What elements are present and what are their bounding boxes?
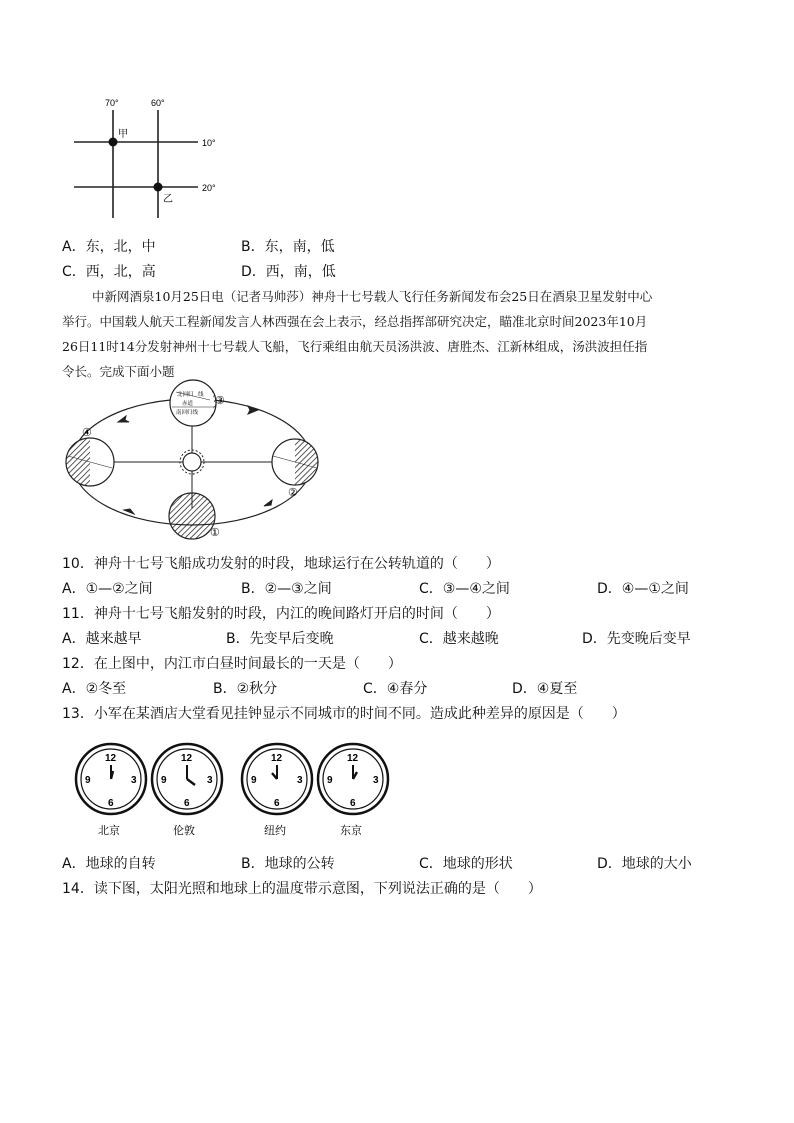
option-letter: D． (241, 264, 266, 280)
question-10-stem: 10．神舟十七号飞船成功发射的时段，地球运行在公转轨道的（ ） (62, 556, 500, 572)
sun-icon (180, 450, 204, 474)
option-letter: C． (62, 264, 86, 280)
q10-option-b[interactable]: B．②—③之间 (241, 581, 332, 597)
option-text: 东，北，中 (85, 239, 156, 255)
clock-numeral: 12 (105, 753, 117, 764)
point-label-jia: 甲 (118, 129, 128, 140)
clock-numeral: 9 (327, 775, 333, 786)
clock-numeral: 3 (373, 775, 379, 786)
orbit-marker-1: ① (210, 527, 220, 539)
clock-city-label: 北京 (98, 825, 120, 837)
option-text: 东，南，低 (264, 239, 335, 255)
q13-option-c[interactable]: C．地球的形状 (419, 856, 513, 872)
clock-numeral: 3 (131, 775, 137, 786)
point-jia (109, 138, 118, 147)
q13-option-a[interactable]: A．地球的自转 (62, 856, 156, 872)
q9-option-a[interactable] (62, 236, 156, 256)
q11-option-b[interactable]: B．先变早后变晚 (226, 631, 334, 647)
q10-option-d[interactable]: D．④—①之间 (597, 581, 689, 597)
lon-label-60: 60° (151, 98, 165, 108)
world-clocks-diagram (70, 740, 400, 840)
passage-line: 令长。完成下面小题 (62, 364, 175, 379)
q10-option-a[interactable]: A．①—②之间 (62, 581, 153, 597)
q11-option-a[interactable]: A．越来越早 (62, 631, 142, 647)
q10-option-c[interactable]: C．③—④之间 (419, 581, 510, 597)
globe-label: 线 (198, 392, 204, 398)
q12-option-a[interactable]: A．②冬至 (62, 681, 127, 697)
q12-option-d[interactable]: D．④夏至 (512, 681, 578, 697)
clock-numeral: 6 (274, 798, 280, 809)
q13-option-b[interactable]: B．地球的公转 (241, 856, 335, 872)
option-letter: A． (62, 239, 86, 255)
question-12-stem: 12．在上图中，内江市白昼时间最长的一天是（ ） (62, 656, 402, 672)
clock-icon-new-york (242, 744, 312, 814)
earth-globe-top (170, 380, 217, 426)
clock-city-label: 东京 (340, 825, 362, 837)
earth-orbit-diagram (58, 376, 338, 540)
q9-option-d[interactable] (241, 261, 336, 281)
question-13-stem: 13．小军在某酒店大堂看见挂钟显示不同城市的时间不同。造成此种差异的原因是（ ） (62, 706, 626, 722)
lat-label-20: 20° (202, 183, 216, 193)
q12-option-c[interactable]: C．④春分 (363, 681, 428, 697)
clock-numeral: 9 (161, 775, 167, 786)
clock-numeral: 9 (251, 775, 257, 786)
clock-numeral: 12 (347, 753, 359, 764)
q9-option-b[interactable] (241, 236, 335, 256)
question-11-stem: 11．神舟十七号飞船发射的时段，内江的晚间路灯开启的时间（ ） (62, 606, 500, 622)
earth-globe-left (66, 438, 114, 486)
lat-lon-grid-diagram (60, 92, 240, 232)
clock-icon-beijing (76, 744, 146, 814)
passage-line: 中新网酒泉10月25日电（记者马帅莎）神舟十七号载人飞行任务新闻发布会25日在酒泉卫星发射中心 (92, 289, 653, 304)
q12-option-b[interactable]: B．②秋分 (213, 681, 278, 697)
point-label-yi: 乙 (163, 194, 173, 205)
clock-city-label: 伦敦 (173, 825, 195, 837)
q11-option-c[interactable]: C．越来越晚 (419, 631, 499, 647)
globe-label: 赤道 (182, 401, 194, 407)
q11-option-d[interactable]: D．先变晚后变早 (582, 631, 691, 647)
q13-option-d[interactable]: D．地球的大小 (597, 856, 692, 872)
q9-option-c[interactable] (62, 261, 156, 281)
globe-label: 南回归线 (176, 410, 199, 416)
earth-globe-right (272, 439, 318, 485)
earth-globe-bottom (169, 493, 215, 539)
clock-numeral: 12 (181, 753, 193, 764)
clock-numeral: 6 (350, 798, 356, 809)
clock-numeral: 6 (108, 798, 114, 809)
passage-line: 26日11时14分发射神州十七号载人飞船，飞行乘组由航天员汤洪波、唐胜杰、江新林组成，汤洪波担任指 (62, 339, 648, 354)
question-14-stem: 14．读下图，太阳光照和地球上的温度带示意图，下列说法正确的是（ ） (62, 881, 542, 897)
option-letter: B． (241, 239, 265, 255)
lon-label-70: 70° (105, 98, 119, 108)
globe-label: 北回归 (177, 392, 194, 398)
clock-icon-tokyo (318, 744, 388, 814)
clock-numeral: 3 (297, 775, 303, 786)
option-text: 西，北，高 (85, 264, 156, 280)
point-yi (154, 183, 163, 192)
option-text: 西，南，低 (265, 264, 336, 280)
orbit-marker-2: ② (288, 487, 298, 499)
clock-city-label: 纽约 (264, 825, 286, 837)
passage-line: 举行。中国载人航天工程新闻发言人林西强在会上表示，经总指挥部研究决定，瞄准北京时间2023年10月 (62, 314, 648, 329)
clock-numeral: 6 (184, 798, 190, 809)
clock-numeral: 3 (207, 775, 213, 786)
clock-numeral: 12 (271, 753, 283, 764)
orbit-marker-3: ③ (215, 395, 225, 407)
lat-label-10: 10° (202, 138, 216, 148)
clock-numeral: 9 (85, 775, 91, 786)
clock-icon-london (152, 744, 222, 814)
orbit-marker-4: ④ (82, 427, 92, 439)
